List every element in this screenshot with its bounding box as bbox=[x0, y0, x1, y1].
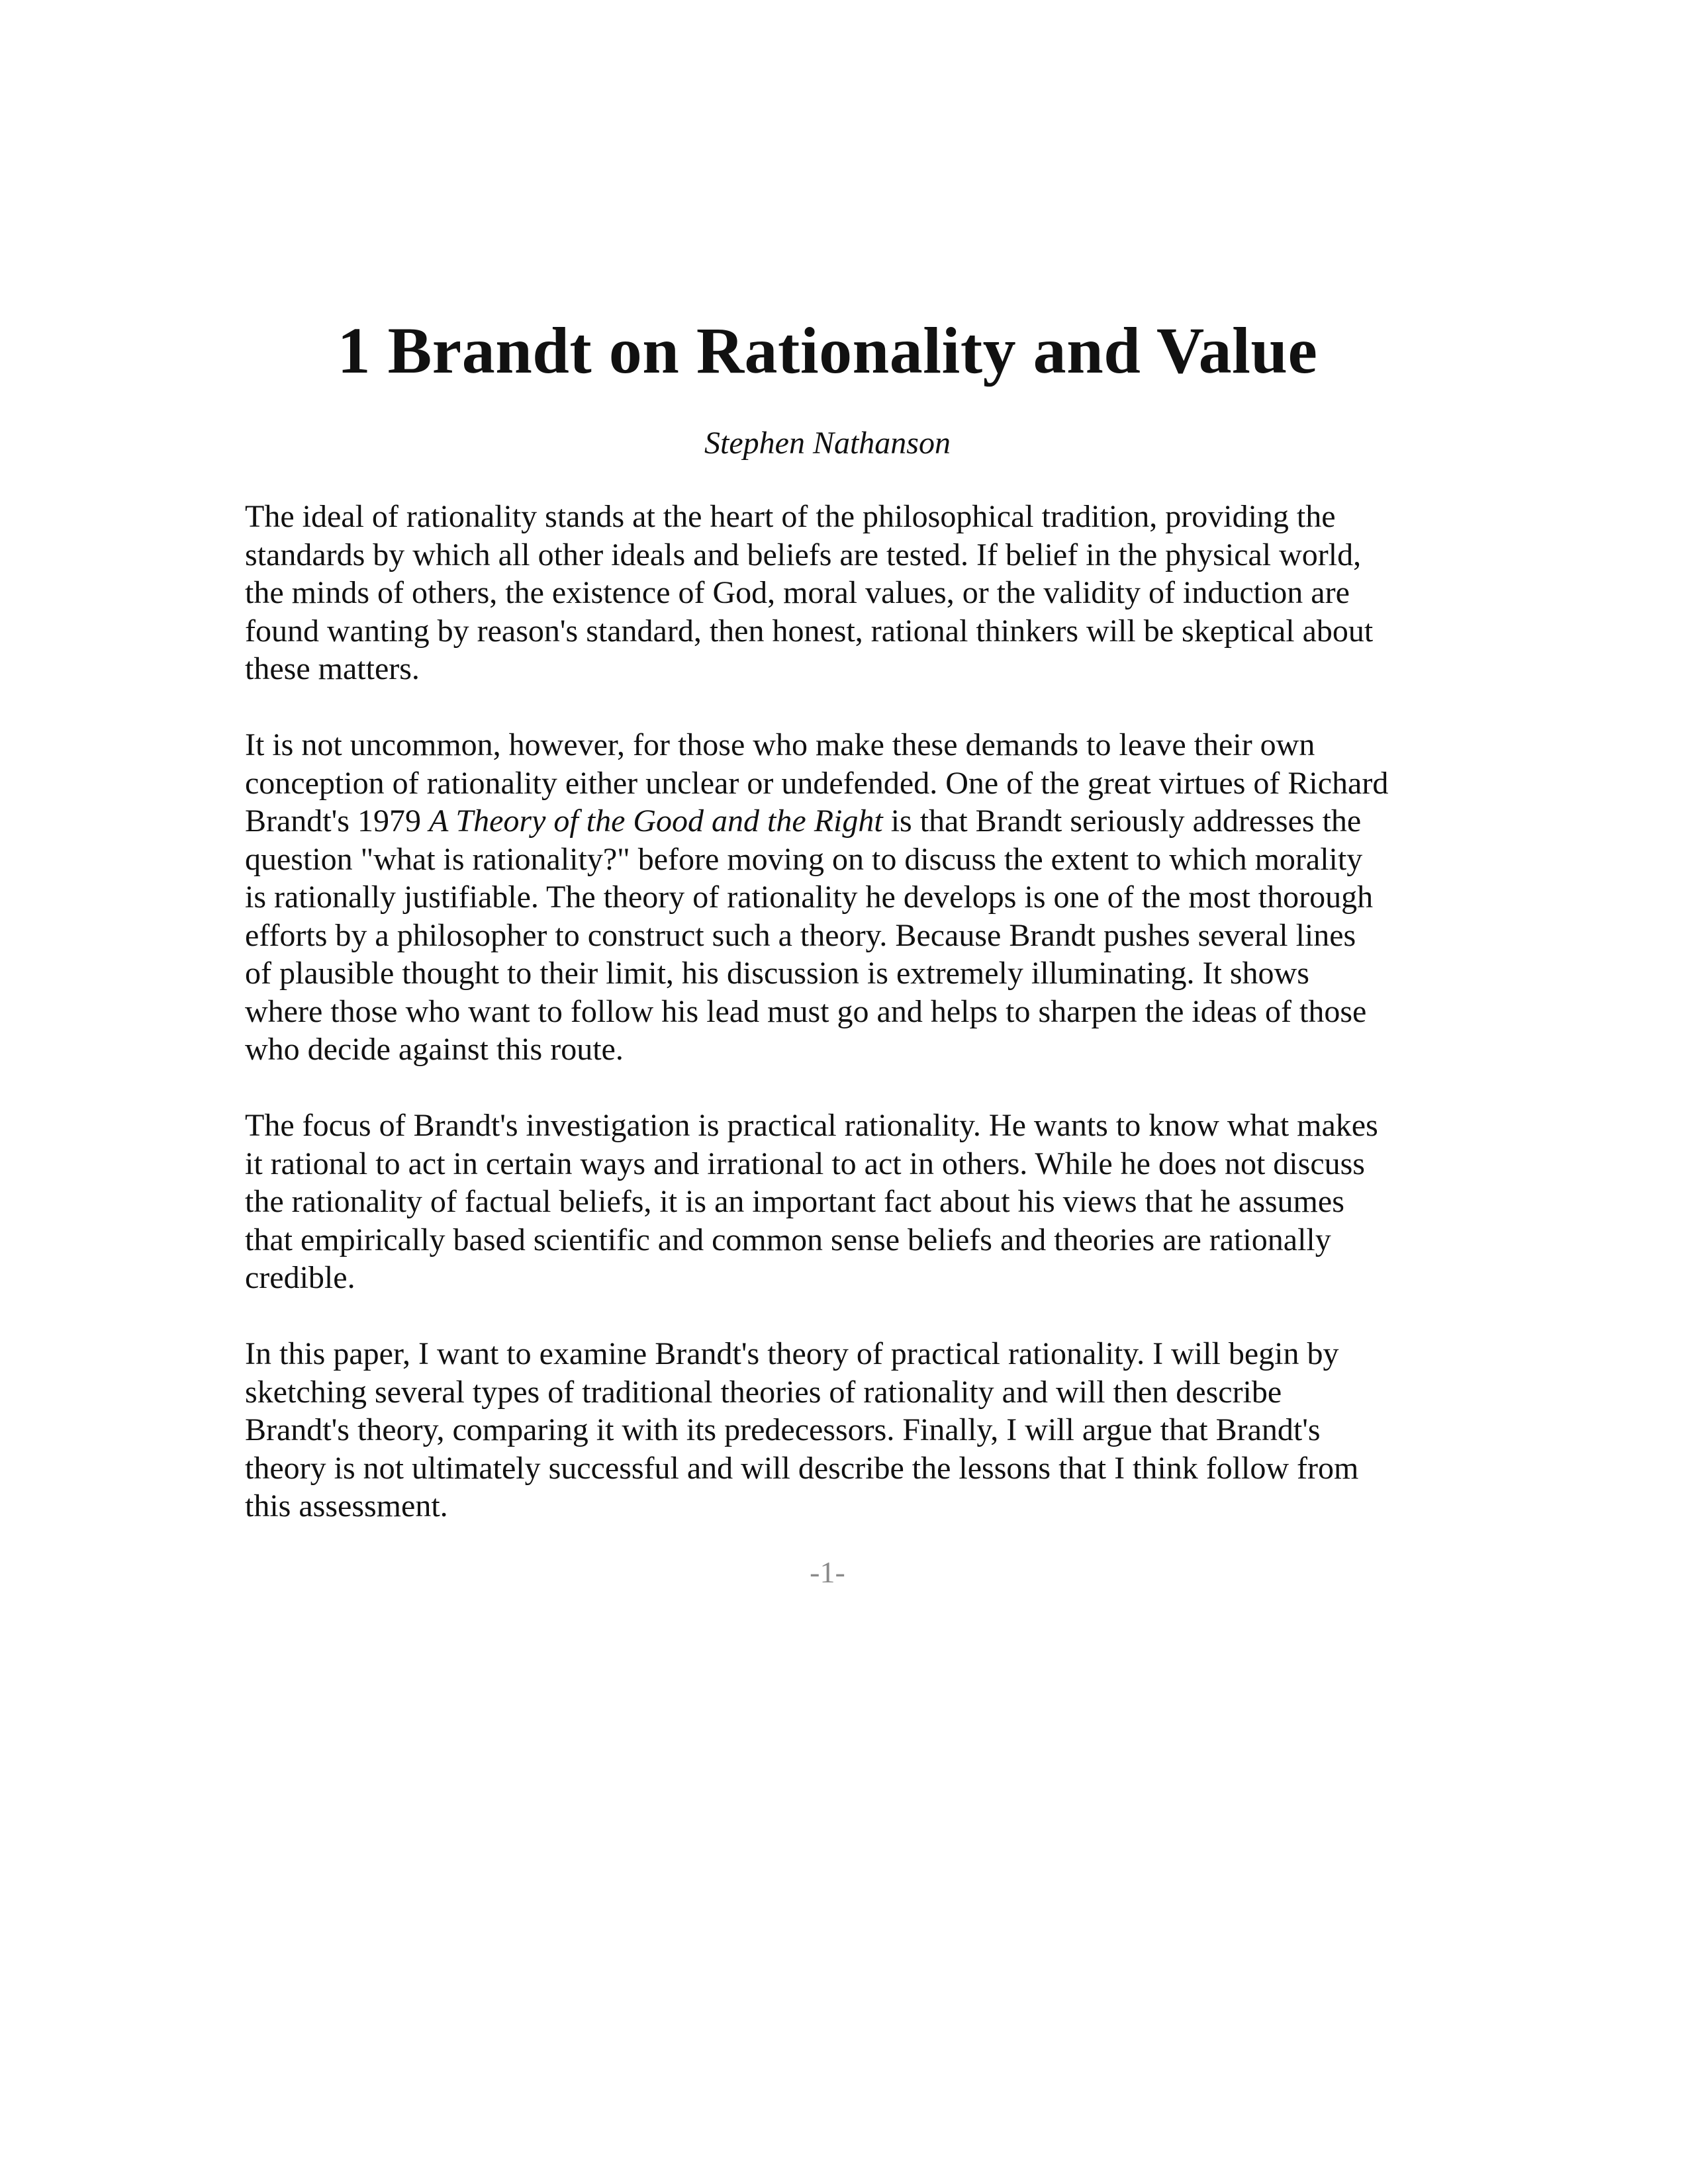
paragraph-line: of plausible thought to their limit, his discussion is extremely illuminating. It shows bbox=[245, 956, 1309, 991]
paragraph-line: who decide against this route. bbox=[245, 1032, 624, 1067]
paragraph-3 bbox=[245, 1107, 1430, 1297]
paragraph-line: It is not uncommon, however, for those who make these demands to leave their own bbox=[245, 727, 1315, 762]
paragraph-line: found wanting by reason's standard, then honest, rational thinkers will be skeptical about bbox=[245, 613, 1374, 649]
paragraph-line: The ideal of rationality stands at the heart of the philosophical tradition, providing the bbox=[245, 499, 1336, 534]
paragraph-2 bbox=[245, 726, 1430, 1069]
paragraph-line: credible. bbox=[245, 1260, 355, 1295]
paragraph-line: efforts by a philosopher to construct such a theory. Because Brandt pushes several lines bbox=[245, 917, 1356, 953]
page-number: -1- bbox=[810, 1555, 845, 1589]
paragraph-line: where those who want to follow his lead must go and helps to sharpen the ideas of those bbox=[245, 993, 1367, 1029]
document-body bbox=[245, 498, 1430, 1563]
paragraph-line: standards by which all other ideals and beliefs are tested. If belief in the physical world, bbox=[245, 537, 1362, 572]
paragraph-line: In this paper, I want to examine Brandt's theory of practical rationality. I will begin by bbox=[245, 1336, 1339, 1371]
paragraph-line: this assessment. bbox=[245, 1488, 448, 1524]
paragraph-line: theory is not ultimately successful and will describe the lessons that I think follow from bbox=[245, 1450, 1359, 1486]
paragraph-line: sketching several types of traditional theories of rationality and will then describe bbox=[245, 1374, 1282, 1410]
citation-suffix: is that Brandt seriously addresses the bbox=[882, 803, 1362, 839]
document-title: 1 Brandt on Rationality and Value bbox=[337, 314, 1318, 387]
paragraph-line: the rationality of factual beliefs, it is an important fact about his views that he assumes bbox=[245, 1184, 1344, 1219]
paragraph-line: The focus of Brandt's investigation is practical rationality. He wants to know what makes bbox=[245, 1108, 1378, 1143]
paragraph-4 bbox=[245, 1335, 1430, 1525]
paragraph-line: it rational to act in certain ways and irrational to act in others. While he does not discuss bbox=[245, 1146, 1365, 1181]
paragraph-line: conception of rationality either unclear or undefended. One of the great virtues of Richard bbox=[245, 765, 1389, 801]
paragraph-1 bbox=[245, 498, 1430, 688]
paragraph-line: is rationally justifiable. The theory of rationality he develops is one of the most thorough bbox=[245, 880, 1374, 915]
paragraph-line: that empirically based scientific and common sense beliefs and theories are rationally bbox=[245, 1222, 1331, 1257]
paragraph-line-with-citation bbox=[245, 802, 1430, 841]
paragraph-line: the minds of others, the existence of God, moral values, or the validity of induction are bbox=[245, 575, 1350, 610]
paragraph-line: question "what is rationality?" before moving on to discuss the extent to which morality bbox=[245, 841, 1363, 877]
author-name: Stephen Nathanson bbox=[704, 426, 951, 461]
paragraph-line: these matters. bbox=[245, 651, 420, 686]
book-title: A Theory of the Good and the Right bbox=[428, 803, 883, 839]
citation-prefix: Brandt's 1979 bbox=[245, 803, 429, 839]
paragraph-line: Brandt's theory, comparing it with its predecessors. Finally, I will argue that Brandt's bbox=[245, 1412, 1321, 1447]
